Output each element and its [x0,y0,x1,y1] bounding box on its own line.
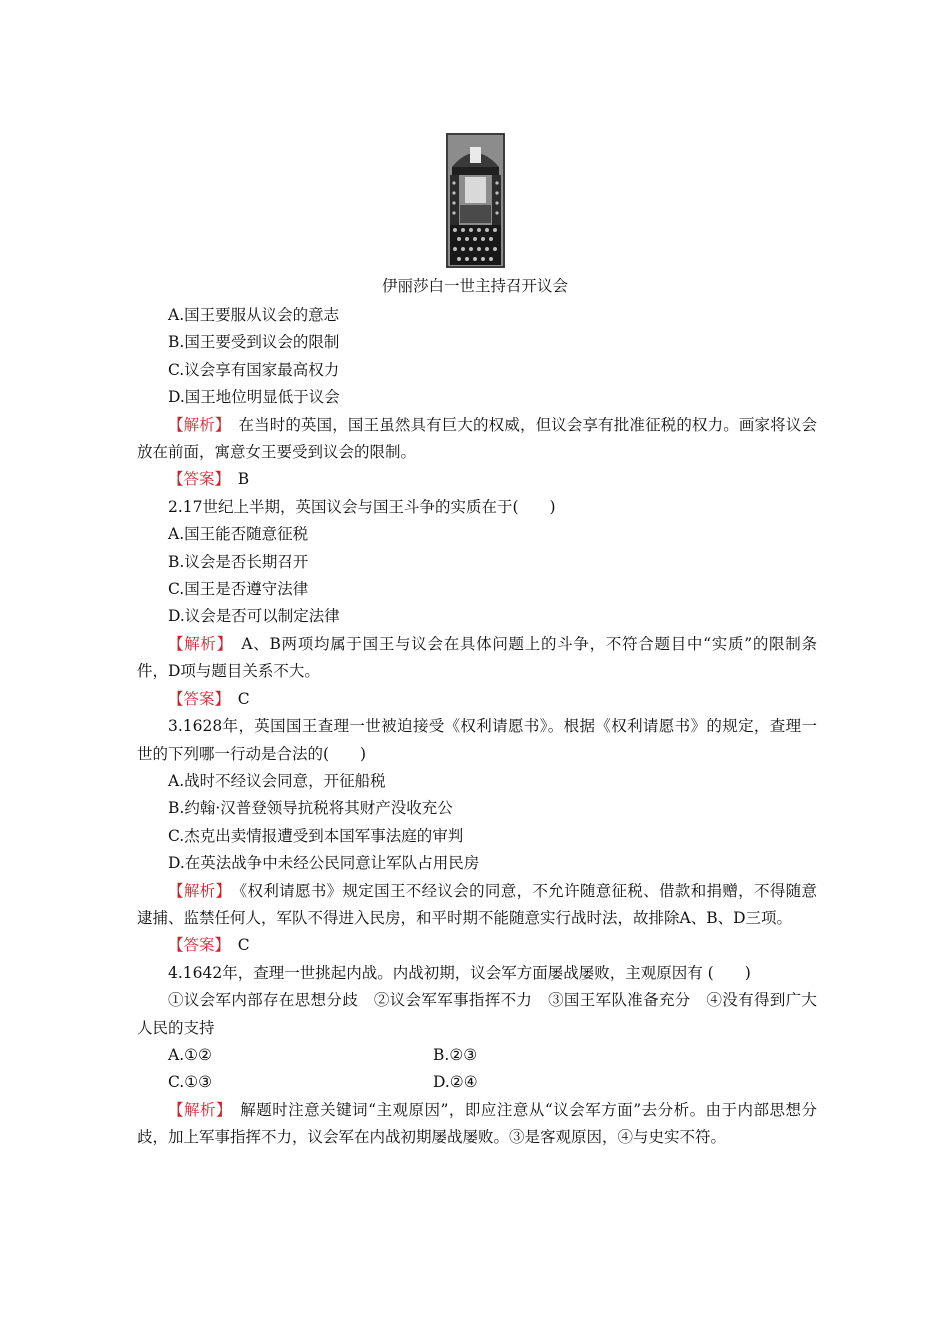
answer-tag: 【答案】 [168,936,223,955]
q4-stem: 4.1642年，查理一世挑起内战。内战初期，议会军方面屡战屡败，主观原因有 ( ) [168,963,751,982]
analysis-tag: 【解析】 [168,881,224,900]
q1-analysis-text: 在当时的英国，国王虽然具有巨大的权威，但议会享有批准征税的权力。画家将议会放在前面，寓意女王要受到议会的限制。 [137,415,817,462]
q2-option-c: C.国王是否遵守法律 [168,580,309,599]
q2-stem: 2.17世纪上半期，英国议会与国王斗争的实质在于( ) [168,497,556,516]
q2-answer-value: C [237,689,250,708]
q2-analysis [137,631,817,686]
q3-option-b: B.约翰·汉普登领导抗税将其财产没收充公 [168,799,453,818]
q4-option-b: B.②③ [433,1045,478,1064]
analysis-tag: 【解析】 [168,634,226,653]
q4-option-c: C.①③ [168,1073,213,1092]
question-content [137,302,817,1152]
q3-analysis [137,878,817,933]
analysis-tag: 【解析】 [168,1100,225,1119]
q3-option-d: D.在英法战争中未经公民同意让军队占用民房 [168,854,480,873]
q1-answer-value: B [237,470,250,489]
q4-options-row-1 [137,1042,817,1069]
q3-option-a: A.战时不经议会同意，开征船税 [168,771,386,790]
q3-option-c: C.杰克出卖情报遭受到本国军事法庭的审判 [168,826,464,845]
analysis-tag: 【解析】 [168,415,223,434]
q1-analysis [137,412,817,467]
q4-option-a: A.①② [168,1045,212,1064]
q4-analysis-text: 解题时注意关键词“主观原因”，即应注意从“议会军方面”去分析。由于内部思想分歧，加上军事指挥不力，议会军在内战初期屡战屡败。③是客观原因，④与史实不符。 [137,1100,817,1147]
q2-answer [137,686,817,713]
q3-stem: 3.1628年，英国国王查理一世被迫接受《权利请愿书》。根据《权利请愿书》的规定，查理一世的下列哪一行动是合法的( ) [137,717,817,763]
q4-option-d: D.②④ [433,1073,478,1092]
q1-option-d: D.国王地位明显低于议会 [168,388,340,407]
figure-caption: 伊丽莎白一世主持召开议会 [381,277,568,295]
q1-option-a: A.国王要服从议会的意志 [168,306,340,324]
answer-tag: 【答案】 [168,689,223,708]
q2-option-a: A.国王能否随意征税 [168,525,309,544]
q1-option-c: C.议会享有国家最高权力 [168,360,340,379]
q3-analysis-text: 《权利请愿书》规定国王不经议会的同意，不允许随意征税、借款和捐赠，不得随意逮捕、监禁任何人，军队不得进入民房，和平时期不能随意实行战时法，故排除A、B、D三项。 [137,881,817,927]
q2-option-d: D.议会是否可以制定法律 [168,607,340,626]
q4-analysis [137,1097,817,1152]
parliament-engraving [446,133,505,268]
q2-option-b: B.议会是否长期召开 [168,552,309,571]
q4-options-row-2 [137,1069,817,1096]
q3-answer [137,932,817,959]
q2-analysis-text: A、B两项均属于国王与议会在具体问题上的斗争，不符合题目中“实质”的限制条件，D项与题目关系不大。 [137,634,817,681]
q4-items: ①议会军内部存在思想分歧 ②议会军军事指挥不力 ③国王军队准备充分 ④没有得到广大人民的支持 [137,991,817,1037]
answer-tag: 【答案】 [168,470,223,489]
q3-answer-value: C [237,936,250,955]
q1-option-b: B.国王要受到议会的限制 [168,333,340,352]
q1-answer [137,466,817,493]
